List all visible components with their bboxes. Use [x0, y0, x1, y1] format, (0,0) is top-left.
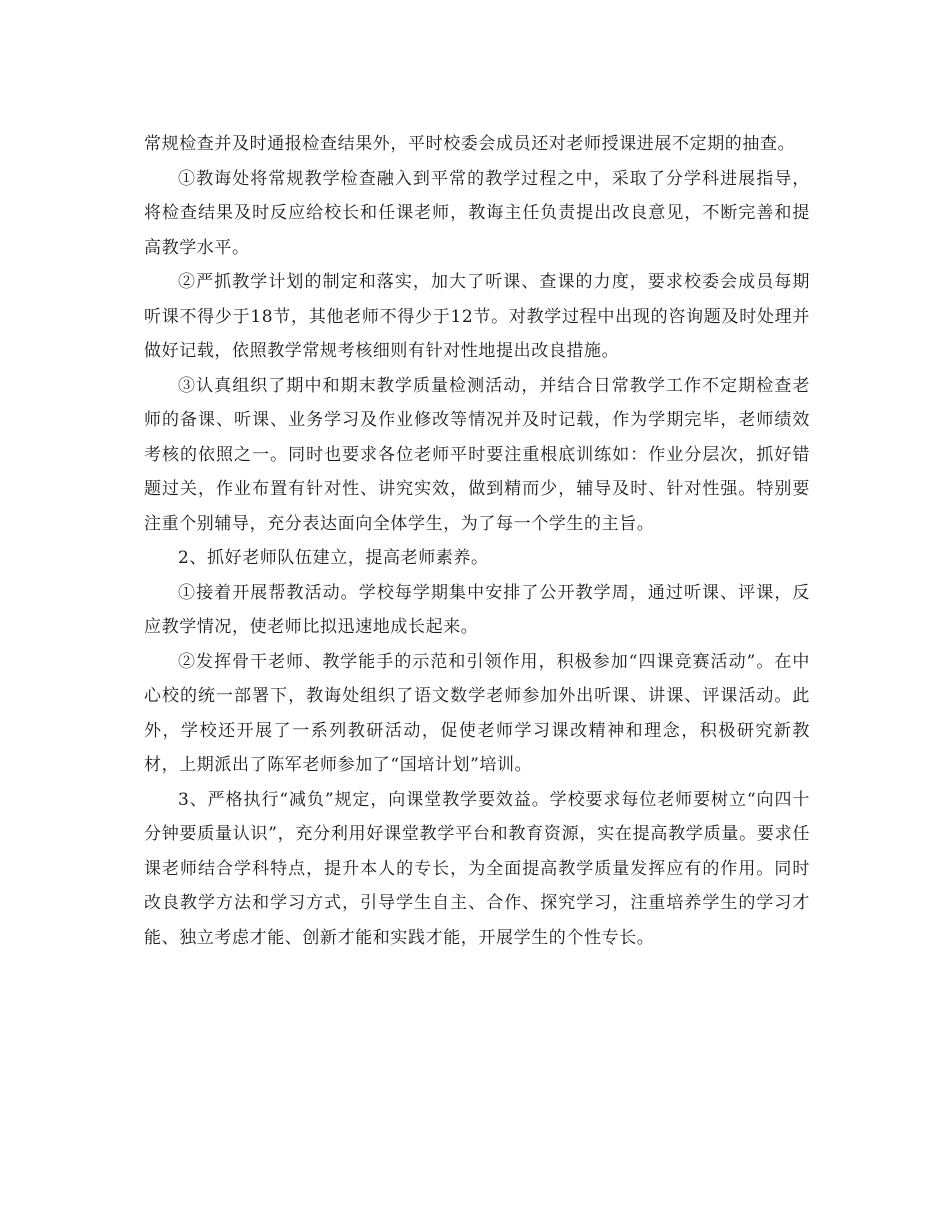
paragraph-item-2-1: ①接着开展帮教活动。学校每学期集中安排了公开教学周，通过听课、评课，反应教学情况，使老师比拟迅速地成长起来。: [144, 582, 810, 637]
section-heading-2: 2、抓好老师队伍建立，提高老师素养。: [178, 548, 489, 568]
paragraph-item-2-2: ②发挥骨干老师、教学能手的示范和引领作用，积极参加“四课竞赛活动”。在中心校的统一部署下，教诲处组织了语文数学老师参加外出听课、讲课、评课活动。此外，学校还开展了一系列教研活动，促使老师学习课改精神和理念，积极研究新教材，上期派出了陈军老师参加了“国培计划”培训。: [144, 651, 810, 775]
paragraph-item-2: ②严抓教学计划的制定和落实，加大了听课、查课的力度，要求校委会成员每期听课不得少于18节，其他老师不得少于12节。对教学过程中出现的咨询题及时处理并做好记载，依照教学常规考核细则有针对性地提出改良措施。: [144, 272, 810, 361]
document-body: [144, 127, 810, 955]
paragraph-item-3: ③认真组织了期中和期末教学质量检测活动，并结合日常教学工作不定期检查老师的备课、听课、业务学习及作业修改等情况并及时记载，作为学期完毕，老师绩效考核的依照之一。同时也要求各位老师平时要注重根底训练如：作业分层次，抓好错题过关，作业布置有针对性、讲究实效，做到精而少，辅导及时、针对性强。特别要注重个别辅导，充分表达面向全体学生，为了每一个学生的主旨。: [144, 375, 810, 534]
paragraph-item-1: ①教诲处将常规教学检查融入到平常的教学过程之中，采取了分学科进展指导，将检查结果及时反应给校长和任课老师，教诲主任负责提出改良意见，不断完善和提高教学水平。: [144, 168, 810, 258]
paragraph-continuation: 常规检查并及时通报检查结果外，平时校委会成员还对老师授课进展不定期的抽查。: [144, 134, 796, 154]
section-heading-3: 3、严格执行“减负”规定，向课堂教学要效益。学校要求每位老师要树立“向四十分钟要质量认识”，充分利用好课堂教学平台和教育资源，实在提高教学质量。要求任课老师结合学科特点，提升本人的专长，为全面提高教学质量发挥应有的作用。同时改良教学方法和学习方式，引导学生自主、合作、探究学习，注重培养学生的学习才能、独立考虑才能、创新才能和实践才能，开展学生的个性专长。: [144, 789, 810, 948]
